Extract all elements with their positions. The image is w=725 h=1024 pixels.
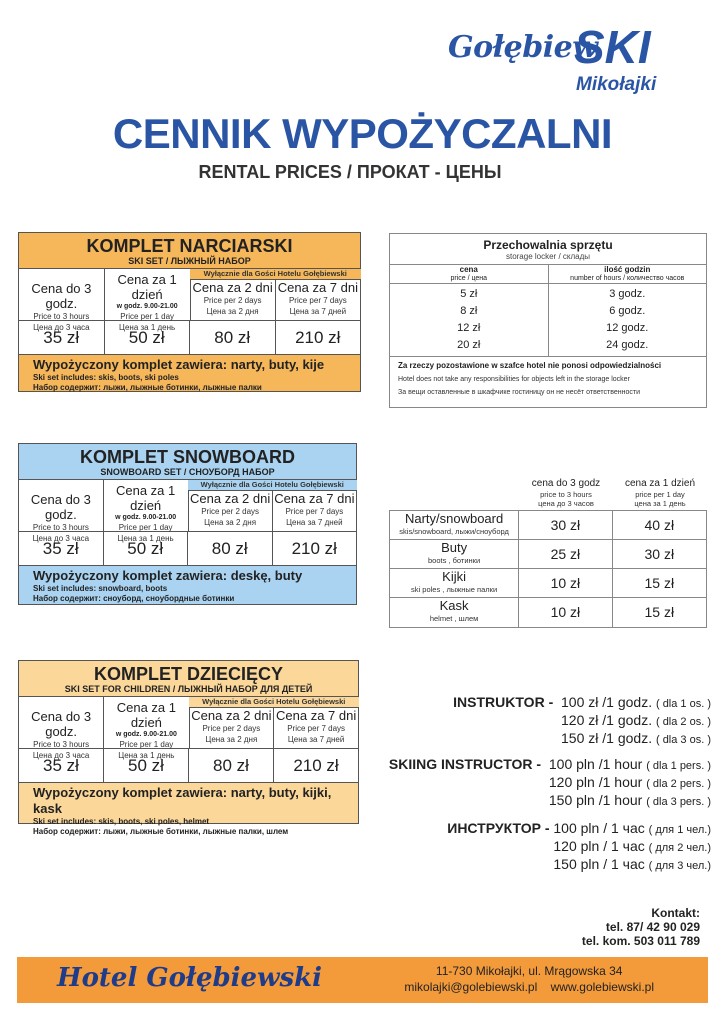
includes-ru: Набор содержит: лыжи, лыжные ботинки, лыжные палки, шлем	[33, 827, 289, 836]
col-2-days	[191, 280, 276, 320]
hours-header-label: ilość godzin	[604, 265, 651, 274]
col-7-days	[274, 708, 358, 748]
guests-only-group	[190, 697, 359, 748]
snowboard-set-subtitle: SNOWBOARD SET / СНОУБОРД НАБОР	[100, 467, 275, 477]
table-row	[390, 540, 706, 569]
table-row	[390, 319, 706, 336]
logo	[448, 22, 688, 102]
item-name-cell	[390, 540, 519, 568]
footer-website-link[interactable]: www.golebiewski.pl	[550, 980, 654, 994]
items-col-label-ru: цена за 1 день	[634, 499, 686, 508]
instructor-price: 100 pln / 1 час	[553, 820, 645, 836]
hours-header	[548, 265, 706, 284]
item-name-cell	[390, 511, 519, 539]
hours-header-sub: number of hours / количество часов	[570, 275, 685, 282]
contact-mobile: tel. kom. 503 011 789	[581, 934, 700, 948]
col-label-en: Price to 3 hours	[33, 312, 90, 321]
price-cell: 35 zł	[19, 749, 104, 782]
snowboard-set-header	[19, 444, 356, 480]
includes-en: Ski set includes: skis, boots, ski poles	[33, 373, 179, 382]
table-header	[390, 265, 706, 284]
item-price-1day: 30 zł	[644, 546, 675, 562]
item-price-1day: 15 zł	[644, 575, 675, 591]
instructor-price: 120 pln / 1 час	[553, 838, 645, 854]
col-label: Cena za 7 dni	[277, 280, 358, 295]
col-label-en: Price per 7 days	[285, 507, 344, 516]
item-sub: boots , ботинки	[428, 556, 481, 565]
col-label: Cena za 7 dni	[274, 491, 355, 506]
price-cell: 210 zł	[293, 756, 339, 775]
item-name-cell	[390, 569, 519, 597]
price-columns	[19, 480, 356, 543]
item-name-cell	[390, 598, 519, 627]
storage-box	[389, 233, 707, 408]
price-cell: 50 zł	[105, 321, 191, 354]
col-label-en: Price per 7 days	[288, 296, 347, 305]
table-row	[390, 302, 706, 319]
instructor-group: ( dla 2 os. )	[655, 716, 711, 728]
price-cell: 80 zł	[190, 321, 276, 354]
col-label-ru: Цена за 2 дня	[205, 735, 258, 744]
table-row	[390, 598, 706, 627]
table-row	[390, 284, 706, 303]
storage-title: Przechowalnia sprzętu	[483, 238, 613, 252]
col-3-hours	[19, 269, 105, 332]
col-label: Cena za 2 dni	[192, 280, 273, 295]
kids-set-box	[18, 660, 359, 836]
instructor-price: 120 pln /1 hour	[548, 774, 643, 790]
footer-bar	[17, 957, 708, 1003]
instructor-label: INSTRUKTOR -	[453, 694, 554, 710]
col-7-days	[273, 491, 356, 531]
price-cell: 80 zł	[188, 532, 273, 565]
includes-pl: Wypożyczony komplet zawiera: deskę, buty	[33, 568, 303, 583]
price-columns	[19, 269, 360, 332]
price-cell: 210 zł	[291, 539, 337, 558]
item-name: Buty	[441, 540, 468, 555]
item-name: Kask	[439, 598, 469, 613]
col-label-en: Price per 2 days	[201, 507, 260, 516]
items-col-label: cena do 3 godz	[531, 478, 601, 489]
col-label-ru: Цена за 7 дней	[289, 307, 347, 316]
col-1-day	[105, 269, 191, 332]
ski-set-header	[19, 233, 360, 269]
items-col-label-en: price to 3 hours	[540, 490, 592, 499]
price-header-sub: price / цена	[450, 275, 488, 282]
storage-price: 20 zł	[390, 336, 548, 357]
includes-ru: Набор содержит: сноуборд, сноубордные ботинки	[33, 594, 235, 603]
col-3-hours	[19, 697, 104, 760]
col-label: Cena do 3 godz.	[31, 709, 92, 739]
item-price-1day: 15 zł	[644, 604, 675, 620]
col-label: Cena za 2 dni	[191, 708, 272, 723]
col-label-ru: Цена до 3 часа	[32, 751, 90, 760]
table-row	[390, 511, 706, 540]
ski-set-subtitle: SKI SET / ЛЫЖНЫЙ НАБОР	[128, 256, 251, 266]
kids-set-includes	[19, 783, 358, 836]
col-1-day	[104, 480, 189, 543]
items-table	[389, 478, 707, 628]
col-label: Cena do 3 godz.	[30, 492, 91, 522]
instructor-price: 100 zł /1 godz.	[561, 694, 653, 710]
col-label: Cena za 1 dzień	[116, 700, 176, 730]
price-cell: 50 zł	[104, 749, 189, 782]
instructor-group: ( dla 2 pers. )	[646, 778, 711, 790]
storage-hours: 12 godz.	[606, 322, 649, 334]
col-label-ru: Цена за 1 день	[117, 534, 174, 543]
storage-hours: 6 godz.	[609, 305, 646, 317]
instructor-label: SKIING INSTRUCTOR -	[388, 756, 542, 772]
table-row	[390, 569, 706, 598]
footer-email-link[interactable]: mikolajki@golebiewski.pl	[404, 980, 538, 994]
guests-only-group	[189, 480, 357, 531]
col-label-en: Price to 3 hours	[33, 740, 90, 749]
guests-only-note: Wyłącznie dla Gości Hotelu Gołębiewski	[188, 480, 358, 491]
col-2-days	[190, 708, 275, 748]
col-hours: w godz. 9.00-21.00	[115, 731, 177, 738]
col-label-en: Price per 2 days	[203, 296, 262, 305]
guests-only-group	[191, 269, 361, 320]
instructor-price: 150 zł /1 godz.	[561, 730, 653, 746]
storage-note-pl: Za rzeczy pozostawione w szafce hotel nie ponosi odpowiedzialności	[398, 361, 662, 370]
item-price-3h: 10 zł	[519, 598, 612, 627]
col-label-en: Price per 2 days	[202, 724, 261, 733]
storage-note-en: Hotel does not take any responsibilities for objects left in the storage locker	[398, 376, 630, 383]
instructor-group: ( для 3 чел.)	[648, 860, 711, 872]
logo-ski: SKI	[574, 21, 651, 73]
price-cell: 80 zł	[189, 749, 274, 782]
col-7-days	[276, 280, 360, 320]
items-col-1day	[613, 478, 707, 508]
guests-only-note: Wyłącznie dla Gości Hotelu Gołębiewski	[189, 697, 360, 708]
includes-ru: Набор содержит: лыжи, лыжные ботинки, лыжные палки	[33, 383, 262, 392]
price-header	[390, 265, 548, 284]
col-label-ru: Цена за 2 дня	[206, 307, 259, 316]
guests-only-note: Wyłącznie dla Gości Hotelu Gołębiewski	[190, 269, 362, 280]
instructor-label: ИНСТРУКТОР -	[447, 820, 550, 836]
storage-hours: 3 godz.	[609, 288, 646, 300]
storage-table	[390, 265, 706, 357]
col-1-day	[104, 697, 189, 760]
contact-phone: tel. 87/ 42 90 029	[605, 920, 700, 934]
page-title: CENNIK WYPOŻYCZALNI	[112, 110, 613, 157]
snowboard-set-title: KOMPLET SNOWBOARD	[80, 447, 295, 467]
item-price-3h: 10 zł	[519, 569, 612, 597]
includes-pl: Wypożyczony komplet zawiera: narty, buty, kije	[33, 357, 325, 372]
items-col-label-ru: цена до 3 часов	[538, 499, 594, 508]
col-hours: w godz. 9.00-21.00	[116, 303, 178, 310]
price-header-label: cena	[459, 265, 478, 274]
instructor-ru	[447, 820, 711, 874]
logo-script: Gołębiew	[448, 30, 598, 65]
table-row	[390, 336, 706, 357]
col-label-en: Price per 1 day	[120, 312, 175, 321]
storage-price: 12 zł	[390, 319, 548, 336]
price-cell: 35 zł	[19, 321, 105, 354]
snowboard-set-box	[18, 443, 357, 605]
items-col-label-en: price per 1 day	[635, 490, 685, 499]
col-2-days	[189, 491, 273, 531]
instructor-en	[389, 756, 711, 810]
instructor-group: ( для 2 чел.)	[648, 842, 711, 854]
instructor-price: 100 pln /1 hour	[548, 756, 643, 772]
hotel-logo: Hotel Gołębiewski	[57, 963, 322, 993]
instructor-price: 120 zł /1 godz.	[561, 712, 653, 728]
col-label: Cena za 7 dni	[276, 708, 357, 723]
instructor-pl	[453, 694, 711, 748]
col-label: Cena do 3 godz.	[31, 281, 92, 311]
col-label-en: Price per 1 day	[119, 740, 174, 749]
storage-price: 5 zł	[390, 284, 548, 303]
instructor-group: ( dla 1 os. )	[655, 698, 711, 710]
kids-set-subtitle: SKI SET FOR CHILDREN / ЛЫЖНЫЙ НАБОР ДЛЯ ДЕТЕЙ	[64, 684, 313, 694]
ski-set-includes	[19, 355, 360, 391]
kids-set-title: KOMPLET DZIECIĘCY	[93, 664, 283, 684]
col-label: Cena za 2 dni	[190, 491, 271, 506]
col-label: Cena za 1 dzień	[117, 272, 177, 302]
includes-en: Ski set includes: skis, boots, ski poles, helmet	[33, 817, 210, 826]
col-label-ru: Цена за 1 день	[119, 323, 176, 332]
item-price-1day: 40 zł	[644, 517, 675, 533]
item-price-3h: 25 zł	[519, 540, 612, 568]
col-label-ru: Цена до 3 часа	[32, 534, 90, 543]
items-col-3h	[519, 478, 613, 508]
instructor-group: ( для 1 чел.)	[648, 824, 711, 836]
col-hours: w godz. 9.00-21.00	[115, 514, 177, 521]
snowboard-set-includes	[19, 566, 356, 604]
price-cell: 35 zł	[19, 532, 104, 565]
contact-label: Kontakt:	[651, 906, 700, 920]
storage-price: 8 zł	[390, 302, 548, 319]
item-sub: ski poles , лыжные палки	[411, 585, 498, 594]
instructor-price: 150 pln /1 hour	[548, 792, 643, 808]
item-name: Narty/snowboard	[404, 511, 504, 526]
storage-note-ru: За вещи оставленные в шкафчике гостиницу он не несёт ответственности	[398, 389, 640, 396]
includes-pl: Wypożyczony komplet zawiera: narty, buty, kijki, kask	[33, 785, 332, 816]
kids-set-header	[19, 661, 358, 697]
price-columns	[19, 697, 358, 760]
col-label-ru: Цена за 7 дней	[286, 518, 343, 527]
item-sub: helmet , шлем	[429, 614, 479, 623]
logo-place: Mikołajki	[576, 74, 657, 95]
price-cell: 210 zł	[295, 328, 341, 347]
items-col-label: cena za 1 dzień	[624, 478, 696, 489]
col-label-ru: Цена до 3 часа	[33, 323, 90, 332]
item-sub: skis/snowboard, лыжи/сноуборд	[399, 527, 509, 536]
instructor-group: ( dla 3 pers. )	[646, 796, 711, 808]
col-label-en: Price per 1 day	[118, 523, 173, 532]
col-label-ru: Цена за 2 дня	[204, 518, 257, 527]
storage-subtitle: storage locker / склады	[390, 252, 706, 265]
item-price-3h: 30 zł	[519, 511, 612, 539]
includes-en: Ski set includes: snowboard, boots	[33, 584, 168, 593]
instructor-group: ( dla 1 pers. )	[646, 760, 711, 772]
items-grid	[389, 510, 707, 628]
col-label-en: Price per 7 days	[287, 724, 346, 733]
footer-address-block	[404, 963, 654, 995]
col-label-ru: Цена за 1 день	[118, 751, 175, 760]
storage-hours: 24 godz.	[548, 336, 706, 357]
footer-address: 11-730 Mikołajki, ul. Mrągowska 34	[435, 964, 623, 978]
col-label: Cena za 1 dzień	[115, 483, 176, 513]
ski-set-title: KOMPLET NARCIARSKI	[86, 236, 293, 256]
col-label-ru: Цена за 7 дней	[287, 735, 345, 744]
instructor-group: ( dla 3 os. )	[655, 734, 711, 746]
item-name: Kijki	[442, 569, 467, 584]
ski-set-box	[18, 232, 361, 392]
instructor-price: 150 pln / 1 час	[553, 856, 645, 872]
price-cell: 50 zł	[104, 532, 189, 565]
page-subtitle: RENTAL PRICES / ПРОКАТ - ЦЕНЫ	[198, 162, 502, 182]
contact-block	[582, 906, 700, 948]
col-3-hours	[19, 480, 104, 543]
col-label-en: Price to 3 hours	[32, 523, 89, 532]
